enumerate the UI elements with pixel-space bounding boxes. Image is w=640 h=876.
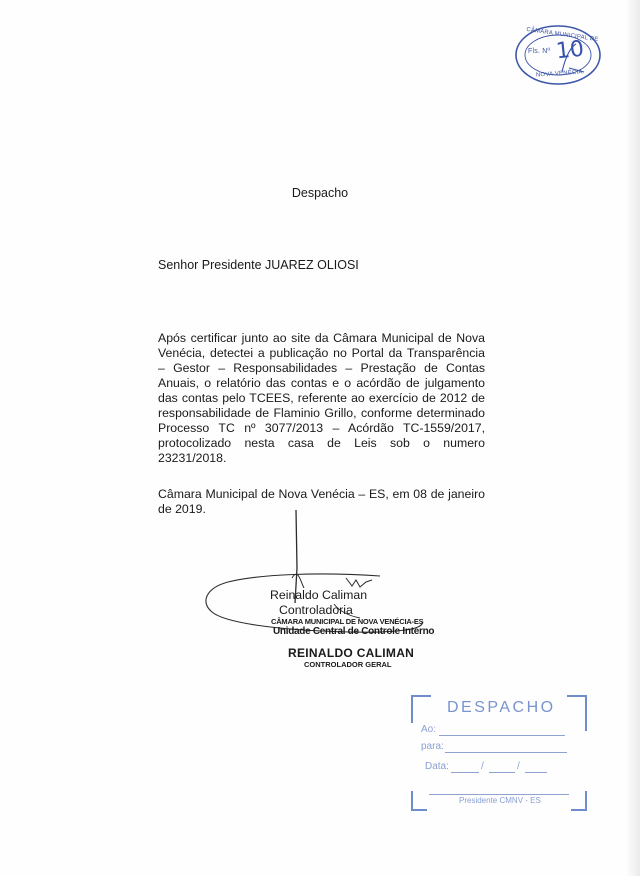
protocol-stamp-number: 10 [554,36,586,65]
salutation: Senhor Presidente JUAREZ OLIOSI [158,258,359,272]
stamp-corner-bottom-right [571,791,587,811]
closing-paragraph: Câmara Municipal de Nova Venécia – ES, em 08 de janeiro de 2019. [158,487,485,516]
protocol-stamp-lower-text: NOVA VENÉCIA [535,69,583,79]
despacho-month-rule [489,772,515,773]
unit-stamp-line-1: CÂMARA MUNICIPAL DE NOVA VENÉCIA-ES [271,617,424,626]
despacho-to-rule [439,735,565,736]
document-title: Despacho [291,186,349,200]
protocol-stamp [514,24,602,86]
despacho-stamp-title: DESPACHO [447,699,556,716]
despacho-for-label: para: [421,741,444,752]
protocol-stamp-folha-label: Fls. Nº [528,48,551,55]
despacho-for-rule [445,752,567,753]
stamp-corner-bottom-left [411,791,427,811]
despacho-day-rule [451,772,479,773]
despacho-date-slash-1: / [481,761,484,772]
despacho-date-label: Data: [425,761,449,772]
signer-name: Reinaldo Caliman [270,588,368,602]
stamp-corner-top-left [411,695,431,723]
despacho-to-label: Ao: [421,724,437,735]
body-paragraph: Após certificar junto ao site da Câmara Municipal de Nova Venécia, detectei a publicação no Portal da Transparência – Gestor – Responsabilidades – Prestação de Contas Anuais, o relatório das contas e o acórdão de julgamento das contas pelo TCEES, referente ao exercício de 2012 de responsabilidade de Flaminio Grillo, conforme determinado Processo TC nº 3077/2013 – Acórdão TC-1559/2017, protocolizado nesta casa de Leis sob o numero 23231/2018. [158,331,485,465]
stamp-corner-top-right [567,695,587,731]
page-edge-shadow [626,0,640,876]
despacho-signature-rule [429,794,569,795]
despacho-stamp [411,695,587,811]
despacho-year-rule [525,772,547,773]
despacho-stamp-footer: Presidente CMNV - ES [459,796,541,805]
controller-title: CONTROLADOR GERAL [304,660,392,669]
protocol-stamp-upper-text: CÂMARA MUNICIPAL DE [525,26,599,44]
unit-stamp-line-2: Unidade Central de Controle Interno [273,626,435,637]
despacho-date-slash-2: / [517,761,520,772]
signer-role: Controladoria [279,603,353,617]
controller-name: REINALDO CALIMAN [288,646,415,660]
